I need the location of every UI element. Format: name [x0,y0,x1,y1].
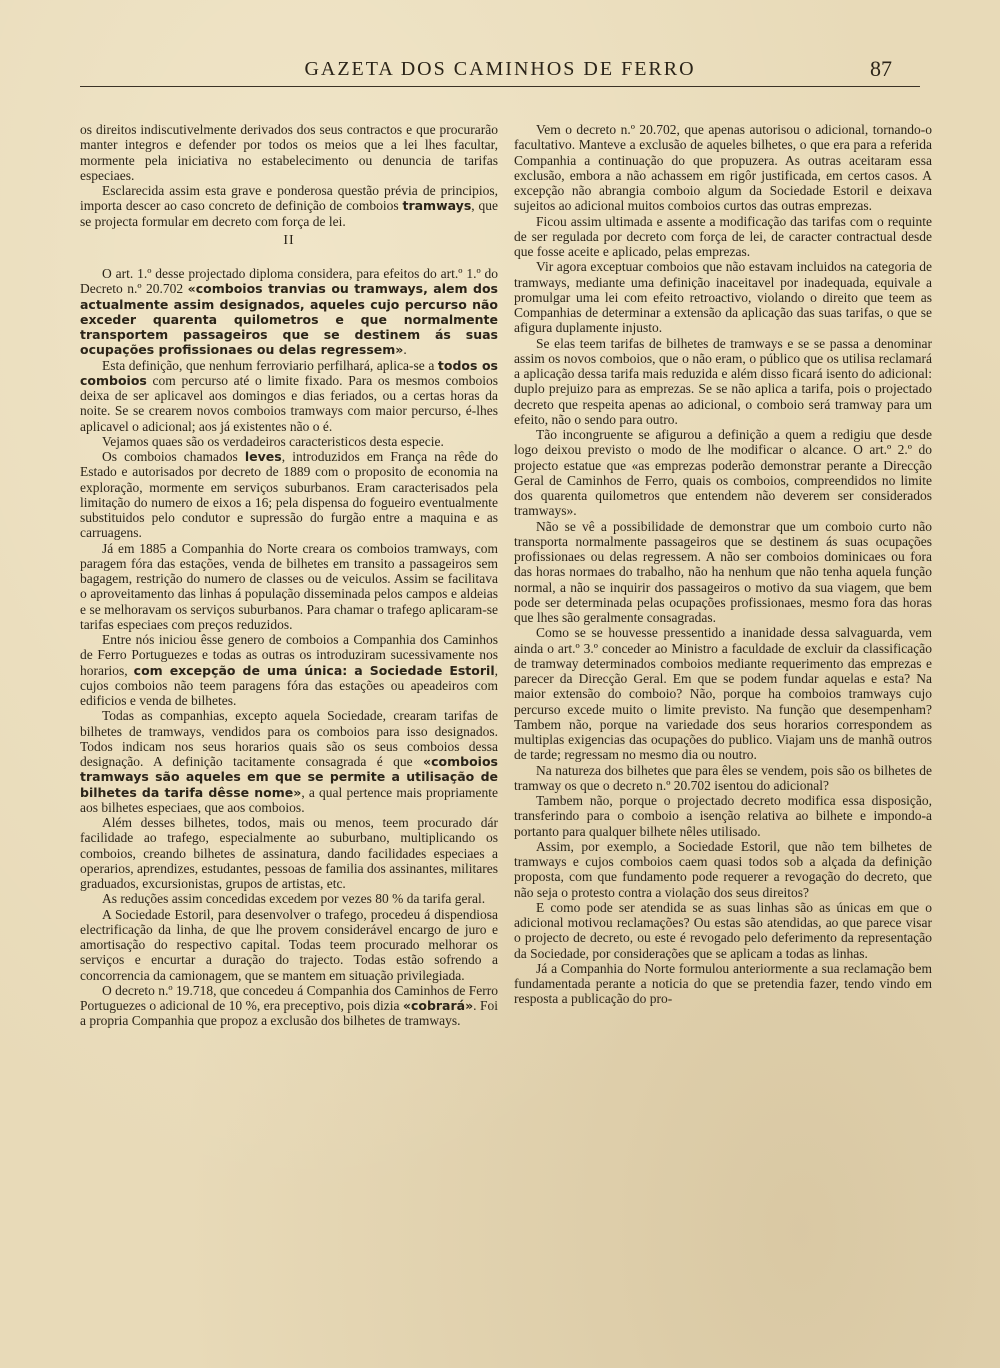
paragraph-text: Todas as companhias, excepto aquela Sociedade, crearam tarifas de bilhetes de tramways, vendidos para os comboios para isso designados. Todos indicam nos seus horarios quais são os seus comboios dessa designação. A definição tacitamente consagrada é que [80,708,498,769]
paragraph: Na natureza dos bilhetes que para êles se vendem, pois são os bilhetes de tramway os que o decreto n.º 20.702 isentou do adicional? [514,762,932,793]
bold-quote: «comboios tramways são aqueles em que se permite a utilisação de bilhetes da tarifa dêsse nome» [80,754,498,800]
bold-term: todos os comboios [80,357,499,388]
paragraph: os direitos indiscutivelmente derivados dos seus contractos e que procurarão manter integros e defender por todos os meios que a lei lhes facultar, mormente pela iniciativa no estabelecimento ou denuncia de tarifas especiaes. [80,122,498,183]
paragraph [80,266,498,358]
paragraph-text: , introduzidos em França na rêde do Estado e autorisados por decreto de 1889 com o proposito de economia na exploração, mormente em serviços suburbanos. Eram caracterisados pela limitação do numero de eixos a 16; pela dispensa do fogueiro eventualmente substituidos pelo condutor e supressão do furgão entre a maquina e as carruagens. [80,449,499,541]
paragraph: A Sociedade Estoril, para desenvolver o trafego, procedeu á dispendiosa electrificação da linha, de que lhe provem considerável encargo de juro e amortisação do respectivo capital. Todas teem procurado melhorar os serviços e encurtar a duração do trajecto. Todas estão sofrendo a concorrencia da camionagem, que se mantem em situação privilegiada. [80,906,498,983]
paragraph-text: Entre nós iniciou êsse genero de comboios a Companhia dos Caminhos de Ferro Portuguezes e todas as outras os introduziram sucessivamente nos horarios, [80,632,498,678]
paragraph-text: , que se projecta formular em decreto com força de lei. [80,198,498,229]
paragraph: Além desses bilhetes, todos, mais ou menos, teem procurado dár facilidade ao trafego, especialmente ao suburbano, multiplicando os comboios, creando bilhetes de assinatura, dando facilidades especiaes a operarios, aprendizes, estudantes, pessoas de familia dos assinantes, militares graduados, excursionistas, grupos de artistas, etc. [80,815,498,891]
paragraph: Já em 1885 a Companhia do Norte creara os comboios tramways, com paragem fóra das estações, venda de bilhetes em transito a passageiros sem bagagem, restrição do numero de classes ou de veiculos. Assim se facilitava o aproveitamento das linhas á população disseminada pelos campos e aldeias e se melhoravam os serviços suburbanos. Para chamar o trafego aplicaram-se tarifas especiaes com preços reduzidos. [80,540,498,632]
paragraph-text: Esta definição, que nenhum ferroviario perfilhará, aplica-se a [102,357,438,373]
paragraph-text: . [403,342,407,358]
paragraph: Ficou assim ultimada e assente a modificação das tarifas com o requinte de ser regulada por decreto com força de lei, de caracter contractual desde que fosse aceite e aplicado, pelas emprezas. [514,213,932,259]
paragraph-text: , a qual pertence mais propriamente aos bilhetes especiaes, que aos comboios. [80,784,498,815]
paragraph: Como se se houvesse pressentido a inanidade dessa salvaguarda, vem ainda o art.º 3.º conceder ao Ministro a faculdade de excluir da classificação de tramway determinados comboios mediante requerimento das emprezas e parecer da Direcção Geral. Em que se podem fundar aquelas e esta? Na maior extensão do comboio? Não, porque ha comboios tramways cujo percurso excede muito o limite previsto. Na função que desempenham? Tambem não, porque na variedade dos seus horarios correspondem as multiplas exigencias das ocupações do publico. Viajam uns de manhã outros de tarde; regressam no mesmo dia ou noutro. [514,625,932,763]
bold-term: com excepção de uma única: a Sociedade Estoril [133,662,495,678]
paragraph-text: O art. 1.º desse projectado diploma considera, para efeitos do art.º 1.º do Decreto n.º 20.702 [80,266,498,297]
page-header [80,52,920,87]
paragraph-text: , cujos comboios não teem paragens fóra das estações ou apeadeiros com edificios e venda de bilhetes. [80,662,498,708]
paragraph-text: com percurso até o limite fixado. Para os mesmos comboios deixa de ser aplicavel aos domingos e dias feriados, ou a certas horas da noite. Se se crearem novos comboios tramways com maior percurso, é-lhes aplicavel o adicional; aos já existentes não o é. [80,372,498,434]
paragraph [80,358,498,434]
bold-term: tramways [402,198,472,214]
paragraph: Se elas teem tarifas de bilhetes de tramways e se se passa a denominar assim os novos comboios, que o não eram, o público que os utilisa reclamará a aplicação dessa tarifa mais reduzida e além disso ficará isento do adicional: duplo prejuizo para as emprezas. Se se não aplica a tarifa, pois o projectado decreto que respeita apenas ao adicional, o comboio será tramway para um efeito, não o sendo para outro. [514,335,932,427]
paragraph-text: . Foi a propria Companhia que propoz a exclusão dos bilhetes de tramways. [80,998,498,1029]
paragraph [80,983,498,1029]
bold-quote: «comboios tranvias ou tramways, alem dos actualmente assim designados, aqueles cujo percurso não exceder quarenta quilometros e que normalmente transportem passageiros que se destinem ás suas ocupações profissionaes ou delas regressem» [80,281,498,358]
paragraph: Assim, por exemplo, a Sociedade Estoril, que não tem bilhetes de tramways e cujos comboios caem quasi todos sob a alçada da definição proposta, com que fundamento pode requerer a revogação do decreto, que não seja o protesto contra a violação dos seus direitos? [514,838,932,900]
paragraph: Vejamos quaes são os verdadeiros caracteristicos desta especie. [102,433,444,449]
bold-term: leves [244,449,282,464]
paragraph: E como pode ser atendida se as suas linhas são as únicas em que o adicional motivou reclamações? Ou estas são atendidas, ao que parece visar o projecto de decreto, ou este é revogado pelo deferimento da representação da Sociedade, por considerações que se aplicam a todas as linhas. [514,899,932,961]
publication-title: GAZETA DOS CAMINHOS DE FERRO [304,58,696,80]
page-number: 87 [870,56,892,81]
paragraph-text: Esclarecida assim esta grave e ponderosa questão prévia de principios, importa descer ao caso concreto de definição de comboios [80,183,498,214]
paragraph: As reduções assim concedidas excedem por vezes 80 % da tarifa geral. [102,891,486,907]
paragraph: Tambem não, porque o projectado decreto modifica essa disposição, transferindo para o comboio a isenção relativa ao bilhete e impondo-a portanto para qualquer bilhete nêles utilisado. [514,793,932,839]
section-numeral: II [283,232,295,248]
left-column [80,122,498,1029]
paragraph: Tão incongruente se afigurou a definição a quem a redigiu que desde logo deixou previsto o modo de lhe modificar o alcance. O art.º 2.º do projecto estatue que «as emprezas poderão demonstrar perante a Direcção Geral de Caminhos de Ferro, quais os comboios, compreendidos no limite dos quarenta quilometros que entendem não deverem ser considerados tramways». [514,427,932,519]
bold-term: «cobrará» [402,998,474,1013]
paragraph [80,632,498,708]
right-column [514,122,932,1007]
paragraph: Não se vê a possibilidade de demonstrar que um comboio curto não transporta normalmente passageiros que se destinem ás suas ocupações profissionaes ou delas regressem. A não ser comboios dominicaes ou fora das horas normaes do trabalho, não ha nenhum que não tenha aquela função normal, a não se inquirir dos passageiros o motivo da sua viagem, que bem pode ser determinada pelas ocupações profissionaes, mesmo fora das horas que lhes são geralmente consagradas. [514,518,932,625]
paragraph [80,708,498,815]
paragraph: Vir agora exceptuar comboios que não estavam incluidos na categoria de tramways, mediante uma definição inaceitavel por inadequada, equivale a promulgar uma lei com efeito retroactivo, violando o direito que teem as Companhias de determinar a extensão da aplicação das suas tarifas, o que se afigura duplamente injusto. [514,259,932,336]
paragraph-text: O decreto n.º 19.718, que concedeu á Companhia dos Caminhos de Ferro Portuguezes o adicional de 10 %, era preceptivo, pois dizia [80,982,498,1013]
paragraph [80,183,498,229]
paragraph: Já a Companhia do Norte formulou anteriormente a sua reclamação bem fundamentada perante a noticia do que se pretendia fazer, tendo vindo em resposta a publicação do pro- [514,960,932,1007]
paragraph [80,449,498,541]
paragraph: Vem o decreto n.º 20.702, que apenas autorisou o adicional, tornando-o facultativo. Manteve a exclusão de aqueles bilhetes, o que era para a referida Companhia a continuação do que propuzera. As outras aceitaram essa exclusão, embora a não achassem em rigôr justificada, em certos casos. A excepção não abrangia comboio algum da Sociedade Estoril e deixava sujeitos ao adicional muitos comboios curtos das outras emprezas. [514,122,932,214]
paragraph-text: Os comboios chamados [102,449,245,464]
